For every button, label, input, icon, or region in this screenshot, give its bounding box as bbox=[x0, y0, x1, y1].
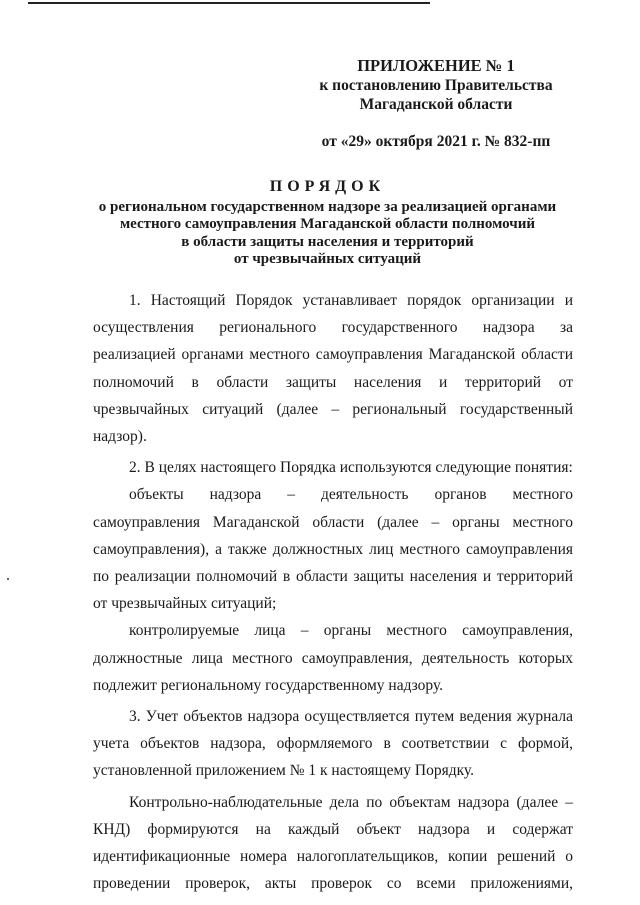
scan-margin-mark bbox=[7, 578, 9, 580]
document-title bbox=[80, 178, 575, 269]
paragraph-1: 1. Настоящий Порядок устанавливает порядок организации и осуществления регионального государственного надзора за реализацией органами местного самоуправления Магаданской области полномочий в области защиты населения и территорий от чрезвычайных ситуаций (далее – региональный государственный надзор). bbox=[93, 292, 573, 446]
title-main: ПОРЯДОК bbox=[269, 178, 386, 195]
title-line-2: местного самоуправления Магаданской области полномочий bbox=[119, 216, 536, 232]
annex-date: от «29» октября 2021 г. № 832-пп bbox=[321, 133, 551, 150]
paragraph-2: 2. В целях настоящего Порядка используются следующие понятия: bbox=[129, 459, 573, 477]
annex-heading: ПРИЛОЖЕНИЕ № 1 bbox=[357, 56, 515, 75]
title-line-3: в области защиты населения и территорий bbox=[181, 233, 474, 250]
title-line-1: о региональном государственном надзоре за реализацией органами bbox=[98, 198, 557, 215]
annex-line-1: к постановлению Правительства bbox=[319, 77, 553, 94]
paragraph-4: контролируемые лица – органы местного самоуправления, должностные лица местного самоуправления, деятельность которых подлежит региональному государственному надзору. bbox=[93, 622, 573, 694]
paragraph-3: объекты надзора – деятельность органов местного самоуправления Магаданской области (далее – органы местного самоуправления), а также должностных лиц местного самоуправления по реализации полномочий в области защиты населения и территорий от чрезвычайных ситуаций; bbox=[93, 486, 573, 613]
paragraph-5: 3. Учет объектов надзора осуществляется путем ведения журнала учета объектов надзора, оформляемого в соответствии с формой, установленной приложением № 1 к настоящему Порядку. bbox=[93, 708, 573, 780]
annex-header bbox=[300, 56, 572, 151]
annex-line-2: Магаданской области bbox=[359, 96, 513, 113]
scan-edge-line bbox=[28, 2, 430, 4]
paragraph-6: Контрольно-наблюдательные дела по объектам надзора (далее – КНД) формируются на каждый объект надзора и содержат идентификационные номера налогоплательщиков, копии решений о проведении проверок, акты проверок со всеми приложениями, bbox=[93, 793, 573, 893]
document-body bbox=[93, 287, 573, 897]
title-line-4: от чрезвычайных ситуаций bbox=[233, 251, 422, 267]
